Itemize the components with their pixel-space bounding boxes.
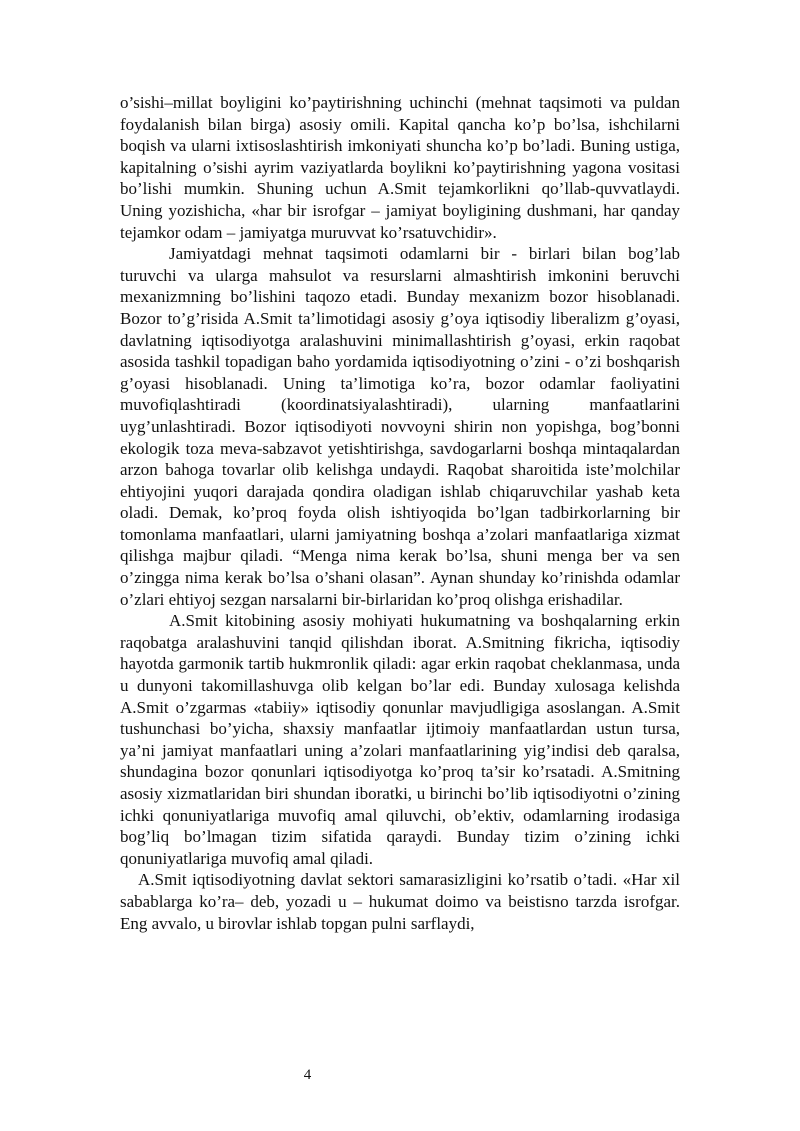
paragraph-3: A.Smit kitobining asosiy mohiyati hukumatning va boshqalarning erkin raqobatga aralashuvini tanqid qilishdan iborat. A.Smitning fikricha, iqtisodiy hayotda garmonik tartib hukmronlik qiladi: agar erkin raqobat cheklanmasa, unda u dunyoni takomillashuvga olib kelgan bo’lar edi. Bunday xulosaga kelishda A.Smit o’zgarmas «tabiiy» iqtisodiy qonunlar mavjudligiga asoslangan. A.Smit tushunchasi bo’yicha, shaxsiy manfaatlar ijtimoiy manfaatlardan ustun tursa, ya’ni jamiyat manfaatlari uning a’zolari manfaatlarining yig’indisi deb qaralsa, shundagina bozor qonunlari iqtisodiyotga ko’proq ta’sir ko’rsatadi. A.Smitning asosiy xizmatlaridan biri shundan iboratki, u birinchi bo’lib iqtisodiyotni o’zining ichki qonuniyatlariga muvofiq amal qiluvchi, ob’ektiv, odamlarning irodasiga bog’liq bo’lmagan tizim sifatida qaraydi. Bunday tizim o’zining ichki qonuniyatlariga muvofiq amal qiladi. [120, 611, 680, 868]
paragraph-4: A.Smit iqtisodiyotning davlat sektori samarasizligini ko’rsatib o’tadi. «Har xil sabablarga ko’ra– deb, yozadi u – hukumat doimo va beistisno tarzda isrofgar. Eng avvalo, u birovlar ishlab topgan pulni sarflaydi, [120, 870, 680, 933]
page-number: 4 [303, 1067, 312, 1083]
page-body [120, 92, 680, 934]
paragraph-2: Jamiyatdagi mehnat taqsimoti odamlarni bir - birlari bilan bog’lab turuvchi va ularga mahsulot va resurslarni almashtirish imkonini beruvchi mexanizmning bo’lishini taqozo etadi. Bunday mexanizm bozor hisoblanadi. Bozor to’g’risida A.Smit ta’limotidagi asosiy g’oya iqtisodiy liberalizm g’oyasi, davlatning iqtisodiyotga aralashuvini minimallashtirish g’oyasi, erkin raqobat asosida tashkil topadigan baho yordamida iqtisodiyotning o’zini - o’zi boshqarish g’oyasi hisoblanadi. Uning ta’limotiga ko’ra, bozor odamlar faoliyatini muvofiqlashtiradi (koordinatsiyalashtiradi), ularning manfaatlarini uyg’unlashtiradi. Bozor iqtisodiyoti novvoyni shirin non yopishga, bog’bonni ekologik toza meva-sabzavot yetishtirishga, savdogarlarni boshqa mintaqalardan arzon bahoga tovarlar olib kelishga undaydi. Raqobat sharoitida iste’molchilar ehtiyojini yuqori darajada qondira oladigan ishlab chiqaruvchilar yashab keta oladi. Demak, ko’proq foyda olish ishtiyoqida bo’lgan tadbirkorlarning bir tomonlama manfaatlari, ularni jamiyatning boshqa a’zolari manfaatlariga xizmat qilishga majbur qiladi. “Menga nima kerak bo’lsa, shuni menga ber va sen o’zingga nima kerak bo’lsa o’shani olasan”. Aynan shunday ko’rinishda odamlar o’zlari ehtiyoj sezgan narsalarni bir-birlaridan ko’proq olishga erishadilar. [120, 244, 680, 609]
paragraph-1: o’sishi–millat boyligini ko’paytirishning uchinchi (mehnat taqsimoti va puldan foydalanish bilan birga) asosiy omili. Kapital qancha ko’p bo’lsa, ishchilarni boqish va ularni ixtisoslashtirish imkoniyati shuncha ko’p bo’ladi. Buning ustiga, kapitalning o’sishi ayrim vaziyatlarda boylikni ko’paytirishning yagona vositasi bo’lishi mumkin. Shuning uchun A.Smit tejamkorlikni qo’llab-quvvatlaydi. Uning yozishicha, «har bir isrofgar – jamiyat boyligining dushmani, har qanday tejamkor odam – jamiyatga muruvvat ko’rsatuvchidir». [120, 93, 680, 242]
